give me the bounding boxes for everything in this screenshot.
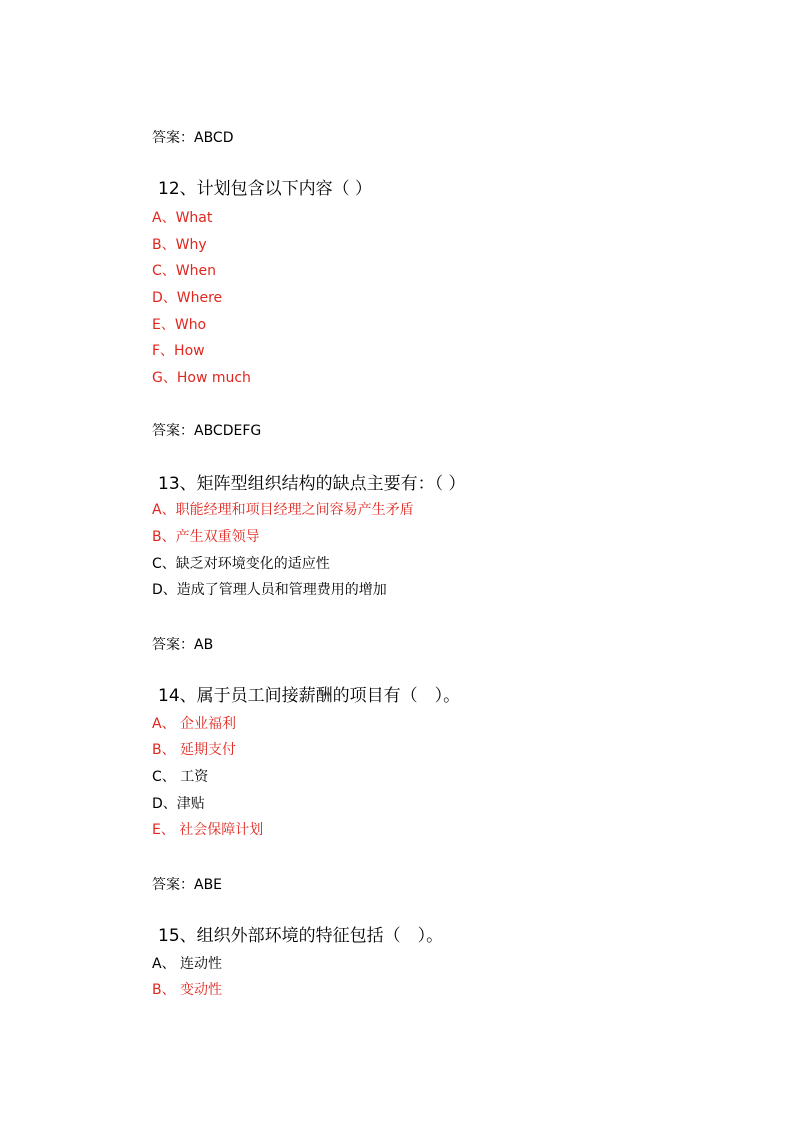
option-item: G、How much bbox=[152, 370, 251, 386]
option-item: C、When bbox=[152, 263, 216, 279]
option-item: D、造成了管理人员和管理费用的增加 bbox=[152, 582, 387, 598]
answer-text: 答案：ABCD bbox=[152, 130, 234, 146]
option-item: B、Why bbox=[152, 237, 207, 253]
question-title: 14、属于员工间接薪酬的项目有（ ）。 bbox=[158, 686, 461, 706]
answer-text: 答案：ABCDEFG bbox=[152, 423, 262, 439]
option-item: D、Where bbox=[152, 290, 223, 306]
question-title: 13、矩阵型组织结构的缺点主要有：（ ） bbox=[158, 474, 466, 494]
answer-text: 答案：AB bbox=[152, 637, 214, 653]
option-item: B、 变动性 bbox=[152, 982, 223, 998]
option-item: F、How bbox=[152, 343, 205, 359]
option-item: D、津贴 bbox=[152, 796, 205, 812]
question-title: 12、计划包含以下内容（ ） bbox=[158, 179, 373, 199]
option-item: B、产生双重领导 bbox=[152, 529, 260, 545]
option-item: A、What bbox=[152, 210, 213, 226]
option-item: A、职能经理和项目经理之间容易产生矛盾 bbox=[152, 502, 414, 518]
option-item: E、Who bbox=[152, 317, 207, 333]
option-item: B、 延期支付 bbox=[152, 742, 237, 758]
option-item: C、缺乏对环境变化的适应性 bbox=[152, 556, 330, 572]
option-item: C、 工资 bbox=[152, 769, 209, 785]
answer-text: 答案：ABE bbox=[152, 877, 223, 893]
option-item: E、 社会保障计划 bbox=[152, 822, 264, 838]
option-item: A、 连动性 bbox=[152, 956, 223, 972]
option-item: A、 企业福利 bbox=[152, 716, 237, 732]
question-title: 15、组织外部环境的特征包括（ ）。 bbox=[158, 926, 444, 946]
